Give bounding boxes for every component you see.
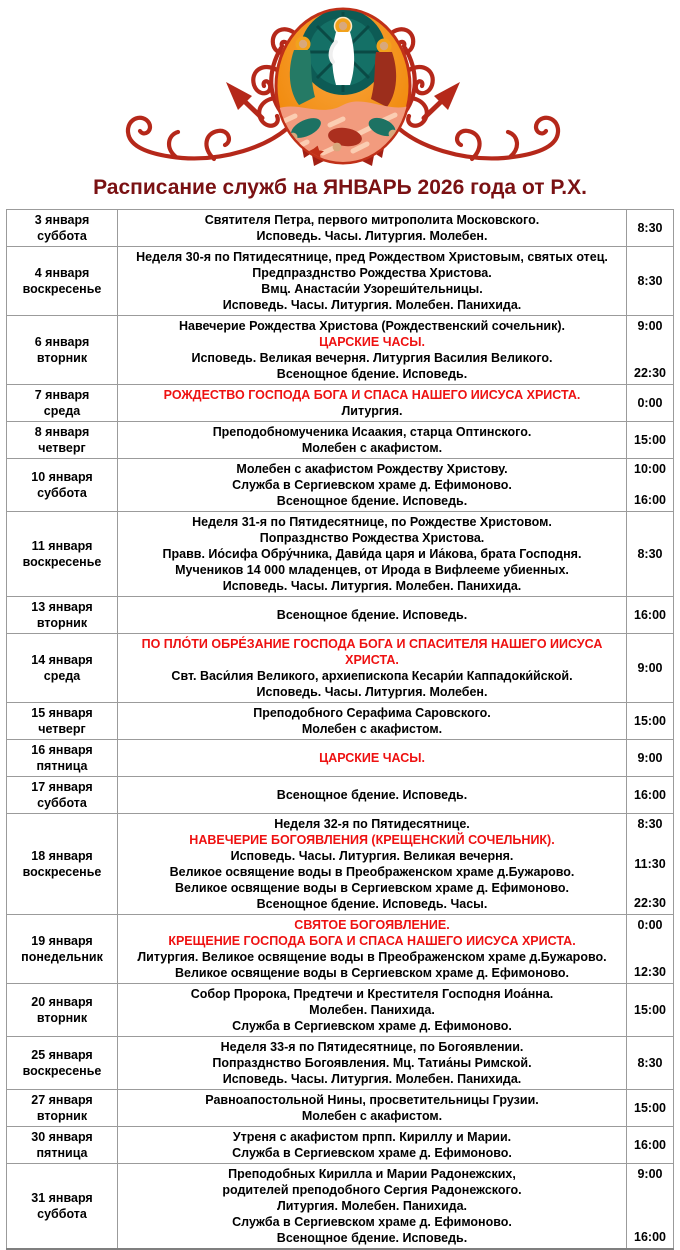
service-line: Молебен с акафистом. <box>301 722 443 736</box>
date-cell <box>7 210 118 247</box>
time-cell <box>627 634 674 703</box>
service-line: Собор Пророка, Предтечи и Крестителя Господня Иоа́нна. <box>190 987 554 1001</box>
table-row <box>7 247 674 316</box>
table-row <box>7 422 674 459</box>
service-line: Служба в Сергиевском храме д. Ефимоново. <box>232 1146 512 1160</box>
row-weekday: вторник <box>36 616 88 630</box>
service-time: 9:00 <box>637 319 663 333</box>
time-stack <box>627 319 673 381</box>
row-weekday: среда <box>43 404 81 418</box>
service-line: Исповедь. Часы. Литургия. Молебен. Панихида. <box>222 579 522 593</box>
row-weekday: вторник <box>36 1011 88 1025</box>
feast-line: ЦАРСКИЕ ЧАСЫ. <box>319 335 425 349</box>
time-stack <box>627 1040 673 1086</box>
time-cell <box>627 422 674 459</box>
date-cell <box>7 459 118 512</box>
services-cell <box>118 634 627 703</box>
service-line: Исповедь. Часы. Литургия. Молебен. Панихида. <box>222 1072 522 1086</box>
service-time: 9:00 <box>637 660 663 675</box>
service-line: Всенощное бдение. Исповедь. Часы. <box>256 897 488 911</box>
table-row <box>7 316 674 385</box>
table-row <box>7 814 674 915</box>
services-cell <box>118 512 627 597</box>
date-cell <box>7 814 118 915</box>
time-stack <box>627 987 673 1033</box>
service-time: 16:00 <box>634 1137 666 1152</box>
services-cell <box>118 316 627 385</box>
row-weekday: пятница <box>36 1146 88 1160</box>
time-stack <box>627 637 673 699</box>
service-line: Преподобномученика Исаакия, старца Оптинского. <box>212 425 532 439</box>
row-weekday: суббота <box>37 1207 87 1221</box>
service-line: Исповедь. Часы. Литургия. Молебен. <box>256 685 488 699</box>
time-cell <box>627 1037 674 1090</box>
service-time: 9:00 <box>637 1167 663 1181</box>
time-stack <box>627 213 673 243</box>
time-cell <box>627 777 674 814</box>
service-line: Исповедь. Часы. Литургия. Великая вечерня. <box>230 849 514 863</box>
time-cell <box>627 740 674 777</box>
date-cell <box>7 512 118 597</box>
service-line: Преподобных Кирилла и Марии Радонежских, <box>228 1167 516 1181</box>
service-time: 0:00 <box>637 918 663 932</box>
feast-line: КРЕЩЕНИЕ ГОСПОДА БОГА И СПАСА НАШЕГО ИИСУСА ХРИСТА. <box>168 934 576 948</box>
time-stack <box>627 780 673 810</box>
row-date: 8 января <box>34 425 90 439</box>
time-cell <box>627 1164 674 1250</box>
table-row <box>7 984 674 1037</box>
row-date: 13 января <box>31 600 93 614</box>
service-line: Всенощное бдение. Исповедь. <box>276 494 468 508</box>
table-row <box>7 1127 674 1164</box>
time-stack <box>627 425 673 455</box>
row-date: 16 января <box>31 743 93 757</box>
table-row <box>7 1037 674 1090</box>
services-cell <box>118 740 627 777</box>
time-cell <box>627 984 674 1037</box>
service-line: Всенощное бдение. Исповедь. <box>276 1231 468 1245</box>
services-cell <box>118 984 627 1037</box>
service-line: Исповедь. Часы. Литургия. Молебен. <box>256 229 488 243</box>
schedule-table-body <box>7 210 674 1250</box>
page-title: Расписание служб на ЯНВАРЬ 2026 года от Р.Х. <box>93 176 587 199</box>
time-cell <box>627 247 674 316</box>
service-line: Служба в Сергиевском храме д. Ефимоново. <box>232 1019 512 1033</box>
row-weekday: воскресенье <box>22 555 102 569</box>
row-weekday: четверг <box>38 722 86 736</box>
service-line: Молебен с акафистом Рождеству Христову. <box>236 462 508 476</box>
row-date: 7 января <box>34 388 90 402</box>
time-cell <box>627 597 674 634</box>
service-line: Молебен. Панихида. <box>309 1003 435 1017</box>
service-time: 15:00 <box>634 1002 666 1017</box>
services-cell <box>118 210 627 247</box>
services-cell <box>118 1164 627 1250</box>
time-stack <box>627 817 673 911</box>
date-cell <box>7 597 118 634</box>
date-cell <box>7 1127 118 1164</box>
service-line: Неделя 30-я по Пятидесятнице, пред Рождеством Христовым, святых отец. <box>136 250 608 264</box>
feast-line: РОЖДЕСТВО ГОСПОДА БОГА И СПАСА НАШЕГО ИИСУСА ХРИСТА. <box>163 388 581 402</box>
service-line: Литургия. <box>341 404 403 418</box>
row-date: 18 января <box>31 849 93 863</box>
service-time: 8:30 <box>637 817 663 831</box>
row-date: 15 января <box>31 706 93 720</box>
service-line: Мучеников 14 000 младенцев, от Ирода в Вифлееме убиенных. <box>175 563 569 577</box>
table-row <box>7 459 674 512</box>
time-stack <box>627 388 673 418</box>
table-row <box>7 1164 674 1250</box>
row-weekday: понедельник <box>21 950 103 964</box>
service-time: 8:30 <box>637 546 663 561</box>
service-time: 10:00 <box>634 462 666 476</box>
service-time: 11:30 <box>634 856 666 871</box>
service-line: Попразднство Богоявления. Мц. Татиа́ны Римской. <box>212 1056 532 1070</box>
row-weekday: воскресенье <box>22 282 102 296</box>
service-line: Великое освящение воды в Преображенском храме д.Бужарово. <box>169 865 575 879</box>
service-line: Всенощное бдение. Исповедь. <box>276 788 468 802</box>
date-cell <box>7 1037 118 1090</box>
row-date: 19 января <box>31 934 93 948</box>
service-time: 16:00 <box>634 1230 666 1244</box>
service-time: 9:00 <box>637 750 663 765</box>
service-line: Всенощное бдение. Исповедь. <box>276 367 468 381</box>
time-stack <box>627 515 673 593</box>
service-time: 22:30 <box>634 366 666 380</box>
time-stack <box>627 1093 673 1123</box>
service-time: 8:30 <box>637 273 663 288</box>
row-weekday: воскресенье <box>22 1064 102 1078</box>
service-time: 15:00 <box>634 1100 666 1115</box>
service-line: Свт. Васи́лия Великого, архиепископа Кесари́и Каппадоки́йской. <box>171 669 573 683</box>
feast-line: ЦАРСКИЕ ЧАСЫ. <box>319 751 425 765</box>
time-cell <box>627 703 674 740</box>
row-date: 17 января <box>31 780 93 794</box>
feast-line: ПО ПЛО́ТИ ОБРЕ́ЗАНИЕ ГОСПОДА БОГА И СПАСИТЕЛЯ НАШЕГО ИИСУСА ХРИСТА. <box>141 637 603 667</box>
service-line: Навечерие Рождества Христова (Рождественский сочельник). <box>179 319 565 333</box>
date-cell <box>7 316 118 385</box>
service-line: Великое освящение воды в Сергиевском храме д. Ефимоново. <box>174 881 570 895</box>
service-line: Исповедь. Часы. Литургия. Молебен. Панихида. <box>222 298 522 312</box>
time-stack <box>627 1167 673 1245</box>
service-time: 15:00 <box>634 713 666 728</box>
date-cell <box>7 703 118 740</box>
service-line: Молебен с акафистом. <box>301 441 443 455</box>
row-weekday: суббота <box>37 486 87 500</box>
service-time: 15:00 <box>634 432 666 447</box>
services-cell <box>118 247 627 316</box>
feast-line: НАВЕЧЕРИЕ БОГОЯВЛЕНИЯ (КРЕЩЕНСКИЙ СОЧЕЛЬНИК). <box>189 833 555 847</box>
row-date: 4 января <box>34 266 90 280</box>
row-weekday: воскресенье <box>22 865 102 879</box>
row-weekday: среда <box>43 669 81 683</box>
service-time: 22:30 <box>634 896 666 910</box>
time-cell <box>627 459 674 512</box>
date-cell <box>7 1090 118 1127</box>
time-cell <box>627 915 674 984</box>
row-date: 27 января <box>31 1093 93 1107</box>
time-stack <box>627 1130 673 1160</box>
service-line: Равноапостольной Нины, просветительницы Грузии. <box>205 1093 539 1107</box>
table-row <box>7 703 674 740</box>
row-weekday: суббота <box>37 796 87 810</box>
ornament-graphic <box>0 0 680 172</box>
service-line: Неделя 33-я по Пятидесятнице, по Богоявлении. <box>220 1040 524 1054</box>
time-stack <box>627 918 673 980</box>
service-line: Утреня с акафистом прпп. Кириллу и Марии. <box>232 1130 512 1144</box>
services-cell <box>118 814 627 915</box>
row-date: 6 января <box>34 335 90 349</box>
time-cell <box>627 1127 674 1164</box>
service-line: Попразднство Рождества Христова. <box>259 531 485 545</box>
table-row <box>7 740 674 777</box>
service-line: Молебен с акафистом. <box>301 1109 443 1123</box>
date-cell <box>7 984 118 1037</box>
date-cell <box>7 915 118 984</box>
time-stack <box>627 462 673 508</box>
services-cell <box>118 1127 627 1164</box>
service-line: Вмц. Анастаси́и Узореши́тельницы. <box>261 282 483 296</box>
service-line: Неделя 31-я по Пятидесятнице, по Рождестве Христовом. <box>192 515 552 529</box>
service-time: 16:00 <box>634 607 666 622</box>
header-ornament <box>0 0 680 172</box>
table-row <box>7 634 674 703</box>
service-line: Преподобного Серафима Саровского. <box>253 706 491 720</box>
services-cell <box>118 703 627 740</box>
services-cell <box>118 1090 627 1127</box>
services-cell <box>118 459 627 512</box>
services-cell <box>118 385 627 422</box>
table-row <box>7 385 674 422</box>
time-cell <box>627 316 674 385</box>
date-cell <box>7 385 118 422</box>
service-line: Предпразднство Рождества Христова. <box>252 266 492 280</box>
table-row <box>7 915 674 984</box>
time-cell <box>627 512 674 597</box>
table-row <box>7 777 674 814</box>
service-line: Великое освящение воды в Сергиевском храме д. Ефимоново. <box>174 966 570 980</box>
service-line: Литургия. Молебен. Панихида. <box>276 1199 468 1213</box>
services-cell <box>118 597 627 634</box>
time-cell <box>627 385 674 422</box>
services-cell <box>118 1037 627 1090</box>
date-cell <box>7 422 118 459</box>
date-cell <box>7 777 118 814</box>
time-stack <box>627 743 673 773</box>
row-weekday: четверг <box>38 441 86 455</box>
service-line: Неделя 32-я по Пятидесятнице. <box>274 817 470 831</box>
service-line: родителей преподобного Сергия Радонежского. <box>222 1183 522 1197</box>
time-stack <box>627 250 673 312</box>
time-cell <box>627 814 674 915</box>
feast-line: СВЯТОЕ БОГОЯВЛЕНИЕ. <box>294 918 450 932</box>
date-cell <box>7 634 118 703</box>
row-date: 11 января <box>31 539 93 553</box>
row-weekday: суббота <box>37 229 87 243</box>
row-date: 25 января <box>31 1048 93 1062</box>
row-date: 10 января <box>31 470 93 484</box>
service-line: Литургия. Великое освящение воды в Преображенском храме д.Бужарово. <box>137 950 607 964</box>
row-weekday: пятница <box>36 759 88 773</box>
service-time: 16:00 <box>634 493 666 507</box>
date-cell <box>7 1164 118 1250</box>
date-cell <box>7 247 118 316</box>
service-line: Исповедь. Великая вечерня. Литургия Василия Великого. <box>191 351 553 365</box>
service-line: Служба в Сергиевском храме д. Ефимоново. <box>232 1215 512 1229</box>
services-cell <box>118 915 627 984</box>
row-date: 31 января <box>31 1191 93 1205</box>
table-row <box>7 597 674 634</box>
table-row <box>7 210 674 247</box>
service-line: Правв. Ио́сифа Обру́чника, Дави́да царя и Иа́кова, брата Господня. <box>162 547 582 561</box>
service-time: 12:30 <box>634 965 666 979</box>
time-stack <box>627 600 673 630</box>
service-time: 8:30 <box>637 220 663 235</box>
service-time: 0:00 <box>637 395 663 410</box>
time-stack <box>627 706 673 736</box>
table-row <box>7 1090 674 1127</box>
services-cell <box>118 422 627 459</box>
row-date: 30 января <box>31 1130 93 1144</box>
time-cell <box>627 1090 674 1127</box>
service-line: Всенощное бдение. Исповедь. <box>276 608 468 622</box>
time-cell <box>627 210 674 247</box>
service-line: Служба в Сергиевском храме д. Ефимоново. <box>232 478 512 492</box>
date-cell <box>7 740 118 777</box>
table-row <box>7 512 674 597</box>
row-date: 20 января <box>31 995 93 1009</box>
row-weekday: вторник <box>36 1109 88 1123</box>
service-line: Святителя Петра, первого митрополита Московского. <box>204 213 540 227</box>
schedule-table <box>6 209 674 1250</box>
service-time: 16:00 <box>634 787 666 802</box>
service-time: 8:30 <box>637 1055 663 1070</box>
row-date: 14 января <box>31 653 93 667</box>
row-date: 3 января <box>34 213 90 227</box>
services-cell <box>118 777 627 814</box>
row-weekday: вторник <box>36 351 88 365</box>
